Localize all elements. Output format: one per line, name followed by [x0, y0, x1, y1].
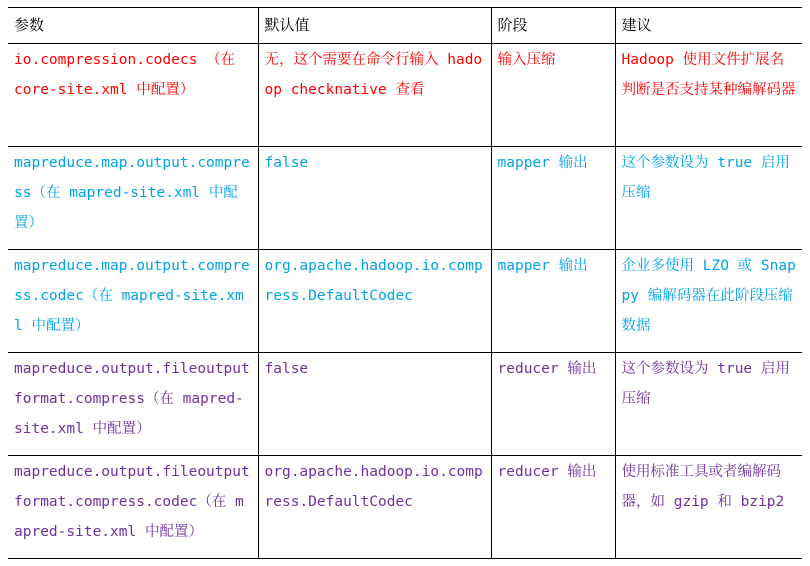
cell-stage: 输入压缩 [491, 44, 615, 147]
header-default: 默认值 [258, 8, 491, 44]
header-advice: 建议 [615, 8, 802, 44]
header-param: 参数 [8, 8, 258, 44]
header-stage: 阶段 [491, 8, 615, 44]
cell-param: mapreduce.output.fileoutputformat.compress（在 mapred-site.xml 中配置） [8, 353, 258, 456]
table-header [8, 8, 802, 44]
cell-default: org.apache.hadoop.io.compress.DefaultCodec [258, 250, 491, 353]
cell-param: mapreduce.map.output.compress（在 mapred-site.xml 中配置） [8, 147, 258, 250]
compression-parameter-table [8, 7, 802, 559]
table-row [8, 353, 802, 456]
cell-default: 无，这个需要在命令行输入 hadoop checknative 查看 [258, 44, 491, 147]
table-row [8, 250, 802, 353]
cell-advice: 企业多使用 LZO 或 Snappy 编解码器在此阶段压缩数据 [615, 250, 802, 353]
cell-advice: 使用标准工具或者编解码器，如 gzip 和 bzip2 [615, 456, 802, 559]
table-body [8, 44, 802, 559]
cell-param: mapreduce.map.output.compress.codec（在 mapred-site.xml 中配置） [8, 250, 258, 353]
cell-param: mapreduce.output.fileoutputformat.compress.codec（在 mapred-site.xml 中配置） [8, 456, 258, 559]
table-row [8, 44, 802, 147]
cell-stage: mapper 输出 [491, 250, 615, 353]
cell-param: io.compression.codecs （在 core-site.xml 中配置） [8, 44, 258, 147]
cell-stage: reducer 输出 [491, 456, 615, 559]
cell-stage: reducer 输出 [491, 353, 615, 456]
cell-default: false [258, 147, 491, 250]
cell-advice: 这个参数设为 true 启用压缩 [615, 353, 802, 456]
header-row [8, 8, 802, 44]
table-row [8, 147, 802, 250]
cell-default: false [258, 353, 491, 456]
table-row [8, 456, 802, 559]
cell-advice: 这个参数设为 true 启用压缩 [615, 147, 802, 250]
cell-default: org.apache.hadoop.io.compress.DefaultCodec [258, 456, 491, 559]
cell-stage: mapper 输出 [491, 147, 615, 250]
cell-advice: Hadoop 使用文件扩展名判断是否支持某种编解码器 [615, 44, 802, 147]
